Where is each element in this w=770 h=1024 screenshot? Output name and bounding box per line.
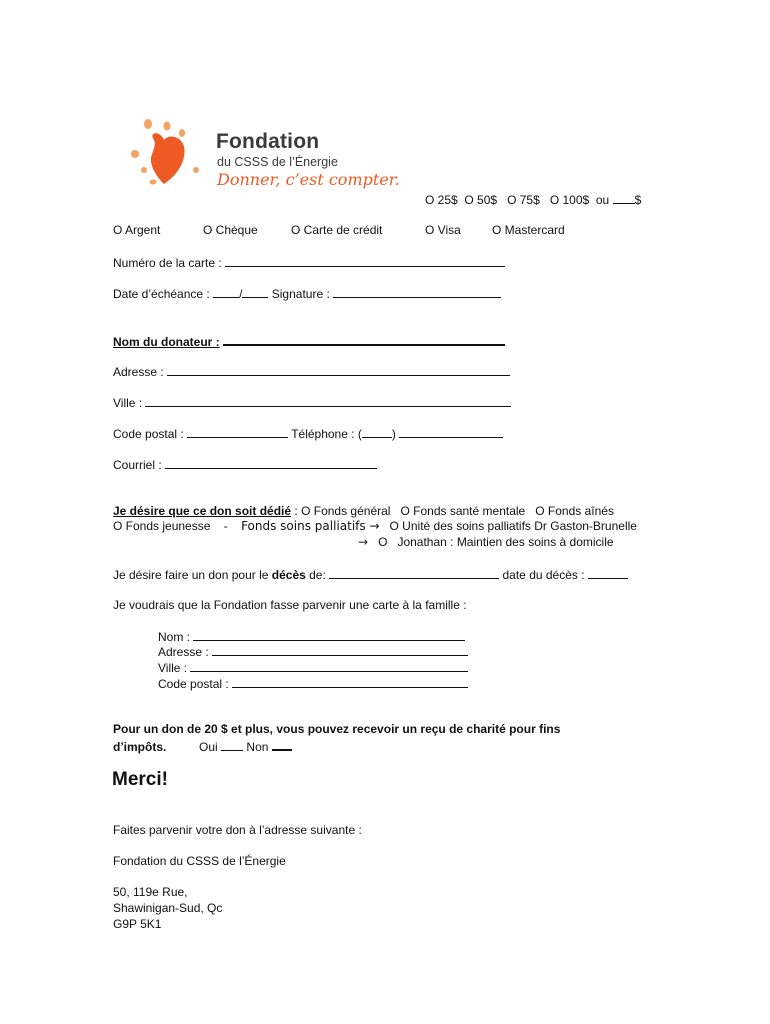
city-row (113, 395, 511, 410)
payment-visa-option[interactable]: O Visa (425, 223, 461, 237)
famille-code-postal-field[interactable] (232, 676, 468, 688)
famille-nom-row (158, 629, 465, 644)
famille-nom-label: Nom : (158, 630, 191, 644)
recu-line-1: Pour un don de 20 $ et plus, vous pouvez recevoir un reçu de charité pour fins (113, 722, 561, 736)
footer-org: Fondation du CSSS de l’Énergie (113, 854, 286, 868)
famille-nom-field[interactable] (193, 629, 465, 641)
logo-tagline: Donner, c’est compter. (217, 170, 400, 189)
famille-ville-label: Ville : (158, 661, 188, 675)
expiry-month-field[interactable] (213, 286, 239, 298)
address-row (113, 364, 510, 379)
logo-subtitle: du CSSS de l’Énergie (217, 155, 338, 169)
jonathan-option[interactable]: Jonathan : Maintien des soins à domicile (397, 535, 614, 549)
logo (126, 118, 400, 192)
merci-heading: Merci! (112, 769, 168, 790)
recu-non-label: Non (246, 740, 269, 754)
email-label: Courriel : (113, 458, 162, 472)
card-number-label: Numéro de la carte : (113, 256, 222, 270)
famille-adresse-label: Adresse : (158, 645, 209, 659)
postal-code-field[interactable] (187, 426, 288, 438)
recu-oui-label: Oui (199, 740, 218, 754)
footer-address-1: 50, 119e Rue, (113, 885, 188, 899)
postal-phone-row (113, 426, 503, 441)
expiry-row (113, 286, 501, 301)
payment-cheque-option[interactable]: O Chèque (203, 223, 258, 237)
heart-with-sun-rays-icon (126, 118, 206, 192)
expiry-slash: / (239, 287, 243, 301)
jonathan-circle[interactable]: O (378, 535, 388, 549)
amount-row (425, 192, 641, 207)
expiry-label: Date d’échéance : (113, 287, 210, 301)
famille-ville-field[interactable] (190, 660, 468, 672)
amount-dollar-label: $ (634, 193, 642, 207)
postal-code-label: Code postal : (113, 427, 184, 441)
card-number-row (113, 255, 505, 270)
donor-name-label: Nom du donateur : (113, 335, 220, 349)
logo-title: Fondation (216, 130, 320, 153)
amount-25-option[interactable]: O 25$ (425, 193, 458, 207)
amount-50-option[interactable]: O 50$ (464, 193, 498, 207)
address-field[interactable] (167, 364, 510, 376)
fonds-sante-mentale-option[interactable]: O Fonds santé mentale (400, 504, 526, 518)
card-number-field[interactable] (225, 255, 505, 267)
recu-oui-field[interactable] (221, 739, 243, 751)
phone-label: Téléphone : ( (291, 427, 362, 441)
amount-ou-label: ou (595, 193, 610, 207)
signature-label: Signature : (271, 287, 330, 301)
dedication-dash: - (223, 519, 228, 533)
dedication-row-1 (113, 504, 614, 518)
email-field[interactable] (165, 457, 377, 469)
footer-address-2: Shawinigan-Sud, Qc (113, 901, 223, 915)
famille-adresse-field[interactable] (212, 644, 468, 656)
donor-name-field[interactable] (223, 333, 505, 346)
jonathan-arrow: → (358, 535, 369, 549)
donor-name-row (113, 333, 505, 349)
phone-area-code-field[interactable] (362, 426, 392, 438)
famille-code-postal-label: Code postal : (158, 677, 229, 691)
payment-mastercard-option[interactable]: O Mastercard (492, 223, 565, 237)
deces-date-field[interactable] (588, 567, 628, 579)
footer-instruction: Faites parvenir votre don à l’adresse suivante : (113, 823, 362, 837)
deces-row (113, 567, 628, 582)
recu-impots: d’impôts. (113, 740, 167, 754)
phone-number-field[interactable] (399, 426, 503, 438)
deces-name-field[interactable] (329, 567, 499, 579)
fonds-jeunesse-option[interactable]: O Fonds jeunesse (113, 519, 211, 533)
fonds-palliatifs-label: Fonds soins palliatifs → (241, 519, 380, 533)
city-field[interactable] (145, 395, 511, 407)
dedication-row-3 (358, 535, 614, 549)
famille-ville-row (158, 660, 468, 675)
famille-code-postal-row (158, 676, 468, 691)
recu-non-field[interactable] (272, 738, 292, 751)
city-label: Ville : (113, 396, 143, 410)
payment-credit-card-option[interactable]: O Carte de crédit (291, 223, 383, 237)
unite-palliatifs-option[interactable]: O Unité des soins palliatifs Dr Gaston-Brunelle (389, 519, 637, 533)
famille-intro: Je voudrais que la Fondation fasse parvenir une carte à la famille : (113, 598, 467, 612)
deces-suffix: de: (305, 568, 326, 582)
recu-line-2 (113, 738, 292, 754)
amount-other-field[interactable] (613, 192, 635, 204)
footer-address-3: G9P 5K1 (113, 917, 162, 931)
fonds-aines-option[interactable]: O Fonds aînés (535, 504, 614, 518)
deces-bold: décès (271, 568, 306, 582)
address-label: Adresse : (113, 365, 164, 379)
famille-adresse-row (158, 644, 468, 659)
fonds-general-option[interactable]: O Fonds général (301, 504, 391, 518)
payment-argent-option[interactable]: O Argent (113, 223, 161, 237)
email-row (113, 457, 377, 472)
expiry-year-field[interactable] (242, 286, 268, 298)
dedication-colon: : (291, 504, 298, 518)
phone-close-paren: ) (391, 427, 396, 441)
signature-field[interactable] (333, 286, 501, 298)
deces-date-label: date du décès : (502, 568, 585, 582)
dedication-row-2 (113, 519, 637, 533)
dedication-heading: Je désire que ce don soit dédié (113, 504, 292, 518)
amount-100-option[interactable]: O 100$ (549, 193, 590, 207)
deces-prefix: Je désire faire un don pour le (113, 568, 272, 582)
amount-75-option[interactable]: O 75$ (507, 193, 540, 207)
